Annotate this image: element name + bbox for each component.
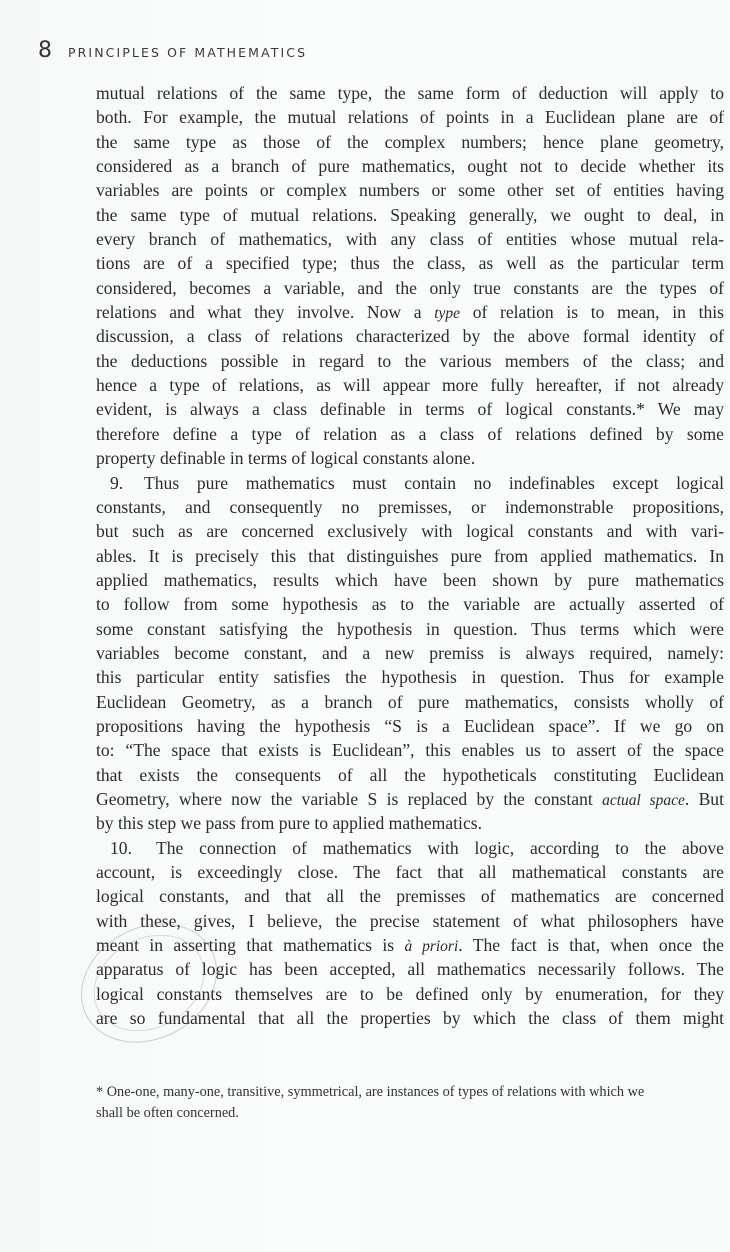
text-line: some constant satisfying the hypothesis in question. Thus terms which were [96,618,724,639]
emphasis-type: type [434,305,461,323]
text-line [96,787,724,811]
text-line: both. For example, the mutual relations of points in a Euclidean plane are of [96,107,724,128]
text-segment: Geometry, where now the variable S is replaced by the constant [96,788,593,809]
emphasis-actual-space: actual space [602,791,685,809]
text-line: discussion, a class of relations characterized by the above formal identity of [96,326,724,347]
text-line: by this step we pass from pure to applied mathematics. [96,813,482,834]
text-line: variables are points or complex numbers or some other set of entities having [96,180,724,201]
text-segment: Thus pure mathematics must contain no indefinables except logical [144,472,724,493]
footnote-line: shall be often concerned. [96,1105,239,1121]
text-line: logical constants, and that all the premisses of mathematics are concerned [96,886,724,907]
text-line: constants, and consequently no premisses, or indemonstrable propositions, [96,496,724,517]
text-line: ables. It is precisely this that distinguishes pure from applied mathematics. In [96,545,724,566]
text-line [96,300,724,324]
text-segment: . But [684,788,724,809]
text-line: the deductions possible in regard to the various members of the class; and [96,350,724,371]
text-segment: relations and what they involve. Now a [96,302,422,323]
text-line: hence a type of relations, as will appear more fully hereafter, if not already [96,375,724,396]
text-line: therefore define a type of relation as a class of relations defined by some [96,423,724,444]
paragraph-number: 10. [110,837,132,858]
running-head [38,38,307,66]
text-segment: meant in asserting that mathematics is [96,935,395,956]
footnote [96,1082,724,1124]
text-segment: . The fact is that, when once the [458,935,724,956]
book-title: PRINCIPLES OF MATHEMATICS [68,45,308,60]
text-line: account, is exceedingly close. The fact that all mathematical constants are [96,862,724,882]
footnote-line: * One-one, many-one, transitive, symmetrical, are instances of types of relations with which we [96,1084,645,1100]
text-line: that exists the consequents of all the hypotheticals constituting Euclidean [96,764,724,785]
text-line: variables become constant, and a new premiss is always required, namely: [96,642,724,663]
text-line: property definable in terms of logical constants alone. [96,448,476,469]
body-text [96,81,724,1030]
text-line: with these, gives, I believe, the precise statement of what philosophers have [96,910,724,931]
text-line: considered, becomes a variable, and the only true constants are the types of [96,277,724,298]
text-line: propositions having the hypothesis “S is a Euclidean space”. If we go on [96,715,724,736]
text-line: the same type of mutual relations. Speaking generally, we ought to deal, in [96,204,724,225]
text-line: this particular entity satisfies the hypothesis in question. Thus for example [96,667,724,688]
text-line: every branch of mathematics, with any class of entities whose mutual rela- [96,229,724,250]
text-line [96,471,724,495]
text-line: but such as are concerned exclusively with logical constants and with vari- [96,521,724,542]
text-line: applied mathematics, results which have been shown by pure mathematics [96,569,724,590]
text-line: apparatus of logic has been accepted, all mathematics necessarily follows. The [96,959,724,980]
text-segment: of relation is to mean, in this [472,302,724,323]
text-line: the same type as those of the complex numbers; hence plane geometry, [96,131,724,152]
paragraph-number: 9. [110,472,124,493]
page-number: 8 [38,38,52,63]
text-segment: The connection of mathematics with logic, according to the above [156,837,724,858]
text-line: are so fundamental that all the properties by which the class of them might [96,1008,724,1029]
text-line: logical constants themselves are to be defined only by enumeration, for they [96,983,724,1004]
text-line: tions are of a specified type; thus the class, as well as the particular term [96,253,724,274]
text-line: to follow from some hypothesis as to the variable are actually asserted of [96,594,724,615]
text-line: to: “The space that exists is Euclidean”, this enables us to assert of the space [96,740,724,761]
text-line: evident, is always a class definable in terms of logical constants.* We may [96,399,724,420]
emphasis-a-priori: à priori [404,938,459,956]
text-line [96,933,724,957]
text-line: Euclidean Geometry, as a branch of pure mathematics, consists wholly of [96,691,724,712]
text-line: considered as a branch of pure mathematics, ought not to decide whether its [96,156,724,177]
text-line: mutual relations of the same type, the same form of deduction will apply to [96,83,724,103]
text-line [96,836,724,860]
